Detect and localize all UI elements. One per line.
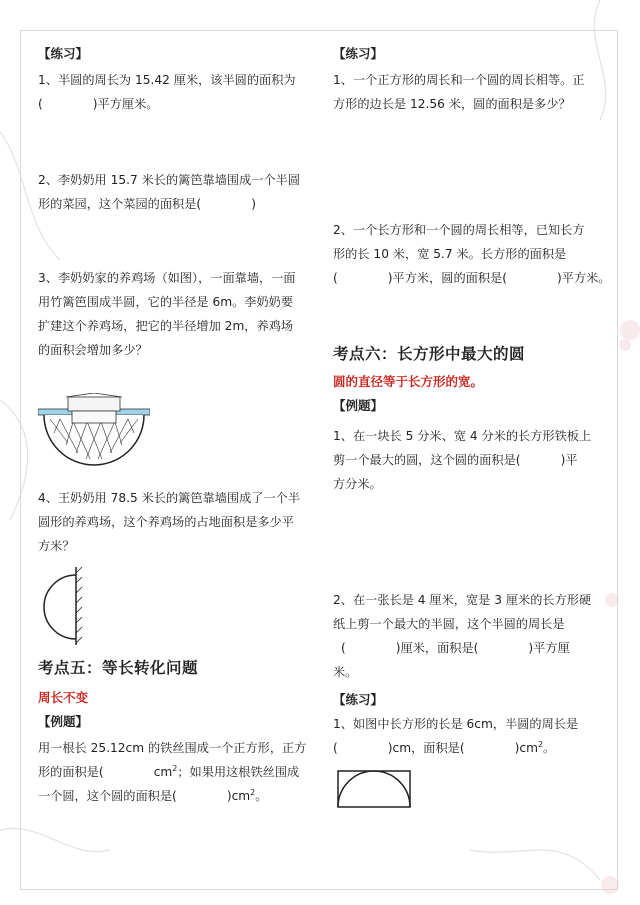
rectangle [338, 771, 410, 807]
section-6-example-2 [333, 588, 611, 684]
q1-line2 [38, 92, 313, 116]
section-6 [333, 342, 611, 418]
ex1-line1: 1、在一块长 5 分米、宽 4 分米的长方形铁板上 [333, 429, 592, 443]
section-6-key-point: 圆的直径等于长方形的宽。 [333, 374, 484, 389]
example-unit: cm [153, 765, 173, 779]
coop-ridge [66, 393, 122, 397]
example-line2 [38, 760, 313, 784]
practice-tag-2 [333, 688, 611, 712]
q2-line2 [38, 192, 313, 216]
ex1-line2-b: )平 [560, 453, 578, 467]
coop-house [72, 411, 116, 423]
section-6-example-1 [333, 424, 611, 496]
rq2-line1: 2、一个长方形和一个圆的周长相等，已知长方 [333, 223, 585, 237]
q4-line2: 圆形的养鸡场，这个养鸡场的占地面积是多少平 [38, 515, 294, 529]
example-line2-a: 形的面积是( [38, 765, 104, 779]
question-1 [38, 68, 313, 116]
example-line3-a: 一个圆，这个圆的面积是( [38, 789, 177, 803]
q2-line2-text: 形的菜园，这个菜园的面积是( [38, 197, 202, 211]
semicircle-wall-figure [38, 565, 88, 647]
practice-label: 【练习】 [38, 46, 89, 61]
practice-label: 【练习】 [333, 46, 384, 61]
p1-line2 [333, 736, 611, 760]
ex2-line2: 纸上剪一个最大的半圆，这个半圆的周长是 [333, 617, 565, 631]
q2-paren-close: ) [251, 197, 256, 211]
question-3 [38, 266, 313, 362]
ex2-line3 [333, 636, 611, 660]
ex2-paren: ( [341, 641, 346, 655]
q2-line1: 2、李奶奶用 15.7 米长的篱笆靠墙围成一个半圆 [38, 173, 301, 187]
example-label: 【例题】 [333, 398, 384, 413]
rq2-line3-b: )平方米，圆的面积是( [387, 271, 507, 285]
right-question-2 [333, 218, 611, 290]
rectangle-semicircle-figure [337, 770, 413, 810]
semicircle-arc [44, 575, 76, 639]
period: 。 [543, 741, 556, 755]
semicircle [338, 771, 410, 807]
section-5-key-point: 周长不变 [38, 690, 89, 705]
ex2-line3-c: )平方厘 [528, 641, 570, 655]
rq2-line3-c: )平方米。 [556, 271, 611, 285]
period: 。 [255, 789, 268, 803]
ex1-line2 [333, 448, 611, 472]
superscript: 2 [172, 763, 178, 773]
example-problem [38, 736, 313, 808]
q1-after: )平方厘米。 [92, 97, 159, 111]
rq1-line2: 方形的边长是 12.56 米，圆的面积是多少？ [333, 97, 571, 111]
superscript: 2 [537, 739, 544, 749]
ex1-line3: 方分米。 [333, 477, 382, 491]
rq2-line2: 形的长 10 米，宽 5.7 米。长方形的面积是 [333, 247, 567, 261]
example-line3-b: )cm [226, 789, 251, 803]
rq2-line3 [333, 266, 611, 290]
example-label: 【例题】 [38, 714, 89, 729]
wall-hatch [76, 567, 82, 643]
p1-line2-c: )cm [514, 741, 538, 755]
ex2-line4: 米。 [333, 665, 358, 679]
q3-line1: 3、李奶奶家的养鸡场（如图），一面靠墙，一面 [38, 271, 296, 285]
example-line1: 用一根长 25.12cm 的铁丝围成一个正方形，正方 [38, 741, 307, 755]
q3-line3: 扩建这个养鸡场，把它的半径增加 2m，养鸡场 [38, 319, 294, 333]
q3-line4: 的面积会增加多少？ [38, 343, 148, 357]
p1-line2-b: )cm，面积是( [387, 741, 465, 755]
practice-label: 【练习】 [333, 692, 384, 707]
section-6-title: 考点六：长方形中最大的圆 [333, 345, 526, 363]
rq1-line1: 1、一个正方形的周长和一个圆的周长相等。正 [333, 73, 585, 87]
q1-paren: ( [38, 97, 43, 111]
superscript: 2 [250, 787, 256, 797]
section-5-title: 考点五：等长转化问题 [38, 659, 199, 677]
section-5 [38, 656, 313, 734]
q3-line2: 用竹篱笆围成半圆，它的半径是 6m。李奶奶要 [38, 295, 294, 309]
right-question-1 [333, 68, 611, 116]
ex2-line1: 2、在一张长是 4 厘米，宽是 3 厘米的长方形硬 [333, 593, 592, 607]
practice-problem-1 [333, 712, 611, 760]
question-2 [38, 168, 313, 216]
question-4 [38, 486, 313, 558]
chicken-coop-figure [38, 393, 150, 473]
practice-tag [38, 42, 313, 66]
ex2-line3-b: )厘米，面积是( [395, 641, 479, 655]
ex1-line2-a: 剪一个最大的圆，这个圆的面积是( [333, 453, 521, 467]
q4-line1: 4、王奶奶用 78.5 米长的篱笆靠墙围成了一个半 [38, 491, 301, 505]
q4-line3: 方米？ [38, 539, 75, 553]
q1-line1: 1、半圆的周长为 15.42 厘米，该半圆的面积为 [38, 73, 296, 87]
example-line3 [38, 784, 313, 808]
p1-paren: ( [333, 741, 338, 755]
example-line2-c: ；如果用这根铁丝围成 [177, 765, 300, 779]
p1-line1: 1、如图中长方形的长是 6cm，半圆的周长是 [333, 717, 579, 731]
rq2-paren: ( [333, 271, 338, 285]
coop-roof [68, 397, 120, 411]
practice-tag [333, 42, 611, 66]
